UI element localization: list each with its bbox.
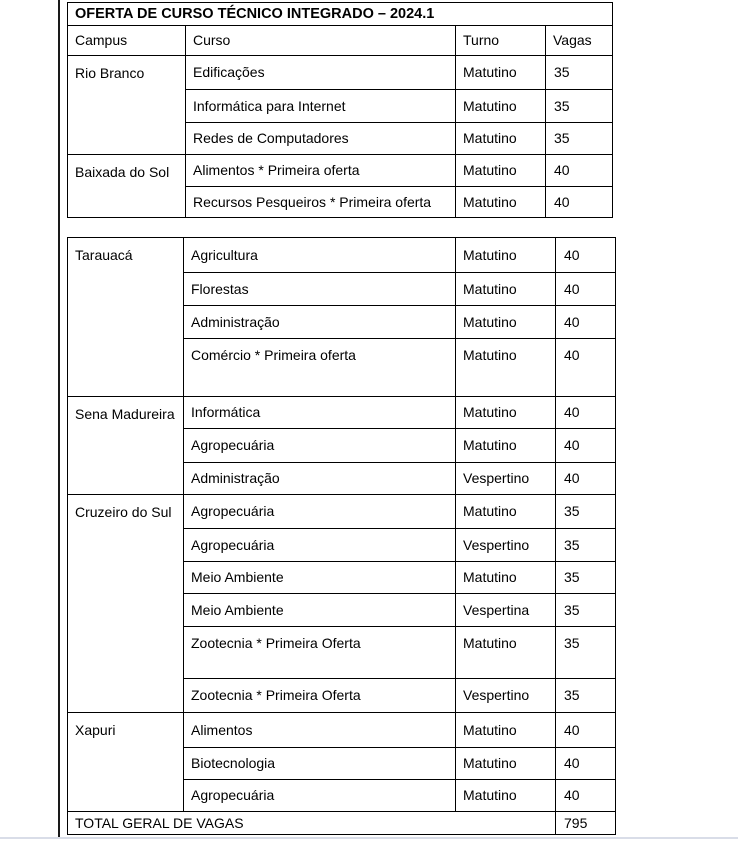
- curso-cell: Administração: [184, 463, 456, 495]
- turno-cell: Matutino: [456, 90, 546, 123]
- campus-cell: Cruzeiro do Sul: [68, 495, 184, 713]
- offer-table-bottom: [67, 237, 616, 835]
- curso-cell: Meio Ambiente: [184, 594, 456, 627]
- turno-cell: Matutino: [456, 187, 546, 218]
- table-title: OFERTA DE CURSO TÉCNICO INTEGRADO – 2024.1: [68, 3, 613, 26]
- vagas-cell: 40: [556, 429, 616, 463]
- curso-cell: Administração: [184, 306, 456, 339]
- vagas-cell: 35: [556, 627, 616, 679]
- curso-cell: Informática: [184, 397, 456, 429]
- table-row: [68, 56, 613, 90]
- curso-cell: Recursos Pesqueiros * Primeira oferta: [186, 187, 456, 218]
- turno-cell: Vespertino: [456, 679, 556, 713]
- turno-cell: Matutino: [456, 429, 556, 463]
- curso-cell: Informática para Internet: [186, 90, 456, 123]
- vagas-cell: 40: [556, 306, 616, 339]
- vagas-cell: 35: [546, 123, 613, 155]
- vagas-cell: 35: [546, 56, 613, 90]
- vagas-cell: 35: [556, 562, 616, 594]
- curso-cell: Zootecnia * Primeira Oferta: [184, 627, 456, 679]
- vagas-cell: 40: [556, 397, 616, 429]
- curso-cell: Agricultura: [184, 238, 456, 273]
- vagas-cell: 35: [556, 529, 616, 562]
- campus-cell: Tarauacá: [68, 238, 184, 397]
- vagas-cell: 35: [556, 679, 616, 713]
- campus-cell: Baixada do Sol: [68, 155, 186, 218]
- turno-cell: Vespertino: [456, 463, 556, 495]
- turno-cell: Matutino: [456, 713, 556, 748]
- vagas-cell: 35: [556, 594, 616, 627]
- vagas-cell: 35: [556, 495, 616, 529]
- curso-cell: Agropecuária: [184, 495, 456, 529]
- turno-cell: Vespertino: [456, 529, 556, 562]
- curso-cell: Alimentos * Primeira oferta: [186, 155, 456, 187]
- curso-cell: Florestas: [184, 273, 456, 306]
- table-row: [68, 713, 616, 748]
- campus-cell: Sena Madureira: [68, 397, 184, 495]
- col-header-turno: Turno: [456, 26, 546, 56]
- curso-cell: Alimentos: [184, 713, 456, 748]
- table-row: [68, 238, 616, 273]
- vagas-cell: 35: [546, 90, 613, 123]
- curso-cell: Agropecuária: [184, 529, 456, 562]
- vagas-cell: 40: [556, 713, 616, 748]
- turno-cell: Matutino: [456, 238, 556, 273]
- vagas-cell: 40: [556, 463, 616, 495]
- curso-cell: Meio Ambiente: [184, 562, 456, 594]
- curso-cell: Agropecuária: [184, 429, 456, 463]
- page-bottom-edge-line: [0, 837, 738, 839]
- col-header-vagas: Vagas: [546, 26, 613, 56]
- turno-cell: Matutino: [456, 155, 546, 187]
- turno-cell: Matutino: [456, 339, 556, 397]
- offer-table-top: [67, 2, 613, 218]
- table-row: [68, 397, 616, 429]
- total-label: TOTAL GERAL DE VAGAS: [68, 812, 556, 835]
- vagas-cell: 40: [556, 748, 616, 780]
- turno-cell: Matutino: [456, 495, 556, 529]
- turno-cell: Matutino: [456, 627, 556, 679]
- table-header-row: [68, 26, 613, 56]
- turno-cell: Matutino: [456, 123, 546, 155]
- table-title-row: [68, 3, 613, 26]
- curso-cell: Comércio * Primeira oferta: [184, 339, 456, 397]
- vagas-cell: 40: [556, 780, 616, 812]
- curso-cell: Redes de Computadores: [186, 123, 456, 155]
- vagas-cell: 40: [556, 238, 616, 273]
- curso-cell: Zootecnia * Primeira Oferta: [184, 679, 456, 713]
- curso-cell: Edificações: [186, 56, 456, 90]
- total-row: [68, 812, 616, 835]
- vagas-cell: 40: [546, 155, 613, 187]
- curso-cell: Agropecuária: [184, 780, 456, 812]
- turno-cell: Matutino: [456, 748, 556, 780]
- turno-cell: Matutino: [456, 56, 546, 90]
- turno-cell: Matutino: [456, 397, 556, 429]
- vagas-cell: 40: [556, 273, 616, 306]
- vagas-cell: 40: [546, 187, 613, 218]
- vagas-cell: 40: [556, 339, 616, 397]
- curso-cell: Biotecnologia: [184, 748, 456, 780]
- campus-cell: Rio Branco: [68, 56, 186, 155]
- col-header-campus: Campus: [68, 26, 186, 56]
- turno-cell: Vespertina: [456, 594, 556, 627]
- campus-cell: Xapuri: [68, 713, 184, 812]
- table-row: [68, 495, 616, 529]
- turno-cell: Matutino: [456, 780, 556, 812]
- turno-cell: Matutino: [456, 306, 556, 339]
- col-header-curso: Curso: [186, 26, 456, 56]
- page-left-border-line: [58, 0, 60, 838]
- turno-cell: Matutino: [456, 562, 556, 594]
- table-row: [68, 155, 613, 187]
- turno-cell: Matutino: [456, 273, 556, 306]
- total-value: 795: [556, 812, 616, 835]
